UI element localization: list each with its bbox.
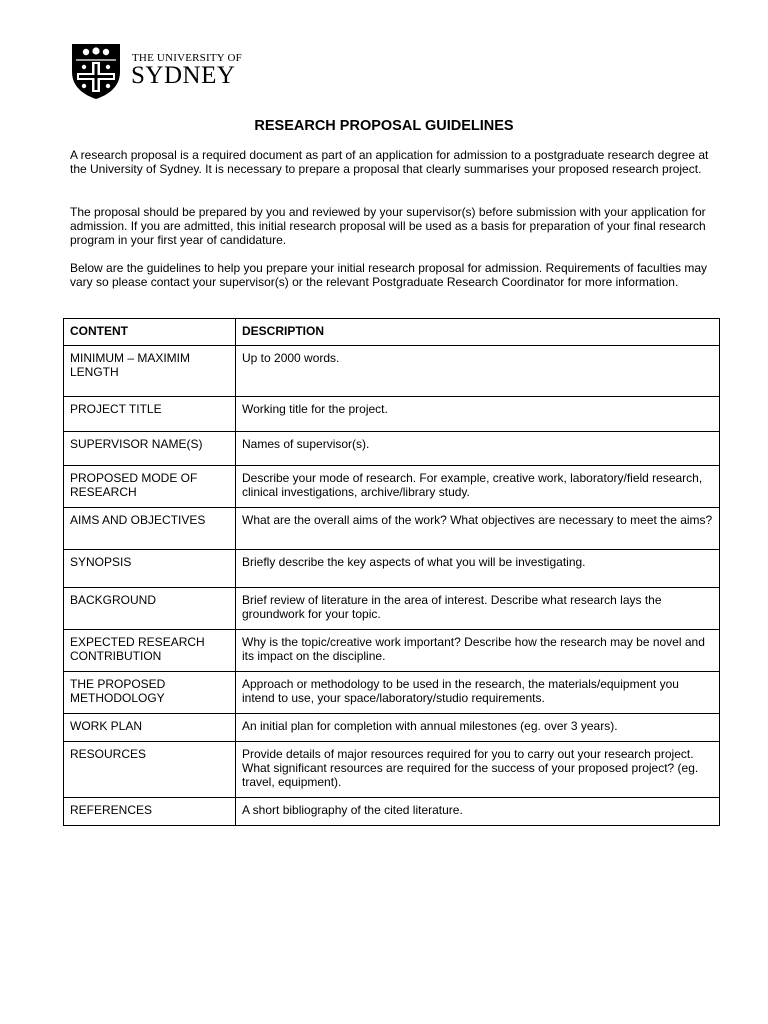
table-row	[64, 466, 720, 508]
row-content: SUPERVISOR NAME(S)	[64, 432, 236, 466]
logo-line2: SYDNEY	[131, 62, 236, 89]
row-content: REFERENCES	[64, 798, 236, 826]
row-description: Brief review of literature in the area of interest. Describe what research lays the groundwork for your topic.	[236, 588, 720, 630]
table-row	[64, 550, 720, 588]
row-description: Up to 2000 words.	[236, 346, 720, 397]
header-description: DESCRIPTION	[236, 319, 720, 346]
row-description: Working title for the project.	[236, 397, 720, 432]
row-content: PROPOSED MODE OF RESEARCH	[64, 466, 236, 508]
row-description: Approach or methodology to be used in the research, the materials/equipment you intend to use, your space/laboratory/studio requirements.	[236, 672, 720, 714]
row-content: MINIMUM – MAXIMIM LENGTH	[64, 346, 236, 397]
table-row	[64, 346, 720, 397]
table-row	[64, 798, 720, 826]
row-content: THE PROPOSED METHODOLOGY	[64, 672, 236, 714]
row-description: A short bibliography of the cited literature.	[236, 798, 720, 826]
guidelines-paragraph: Below are the guidelines to help you prepare your initial research proposal for admission. Requirements of faculties may vary so please contact your supervisor(s) or the relevant Postgraduate Research Coordinator for more information.	[70, 261, 708, 289]
logo-line1: THE UNIVERSITY OF	[132, 52, 242, 64]
row-description: Provide details of major resources required for you to carry out your research project. What significant resources are required for the success of your proposed project? (eg. travel, equipment).	[236, 742, 720, 798]
row-content: WORK PLAN	[64, 714, 236, 742]
intro-paragraph: A research proposal is a required document as part of an application for admission to a postgraduate research degree at the University of Sydney. It is necessary to prepare a proposal that clearly summarises your proposed research project.	[70, 148, 709, 176]
row-description: Describe your mode of research. For example, creative work, laboratory/field research, clinical investigations, archive/library study.	[236, 466, 720, 508]
row-description: Names of supervisor(s).	[236, 432, 720, 466]
row-content: AIMS AND OBJECTIVES	[64, 508, 236, 550]
row-content: PROJECT TITLE	[64, 397, 236, 432]
university-crest-icon	[70, 42, 122, 100]
row-description: What are the overall aims of the work? What objectives are necessary to meet the aims?	[236, 508, 720, 550]
row-content: SYNOPSIS	[64, 550, 236, 588]
table-row	[64, 672, 720, 714]
header-content: CONTENT	[64, 319, 236, 346]
table-row	[64, 714, 720, 742]
document-title: RESEARCH PROPOSAL GUIDELINES	[254, 118, 514, 134]
table-row	[64, 432, 720, 466]
table-row	[64, 397, 720, 432]
row-description: An initial plan for completion with annual milestones (eg. over 3 years).	[236, 714, 720, 742]
table-row	[64, 588, 720, 630]
university-logo	[70, 42, 240, 100]
table-header-row	[64, 319, 720, 346]
table-row	[64, 742, 720, 798]
table-row	[64, 508, 720, 550]
table-row	[64, 630, 720, 672]
guidelines-table	[63, 318, 720, 826]
row-content: EXPECTED RESEARCH CONTRIBUTION	[64, 630, 236, 672]
row-content: RESOURCES	[64, 742, 236, 798]
review-paragraph: The proposal should be prepared by you and reviewed by your supervisor(s) before submission with your application for admission. If you are admitted, this initial research proposal will be used as a basis for preparation of your final research program in your first year of candidature.	[70, 205, 706, 247]
row-description: Briefly describe the key aspects of what you will be investigating.	[236, 550, 720, 588]
row-description: Why is the topic/creative work important? Describe how the research may be novel and its impact on the discipline.	[236, 630, 720, 672]
row-content: BACKGROUND	[64, 588, 236, 630]
